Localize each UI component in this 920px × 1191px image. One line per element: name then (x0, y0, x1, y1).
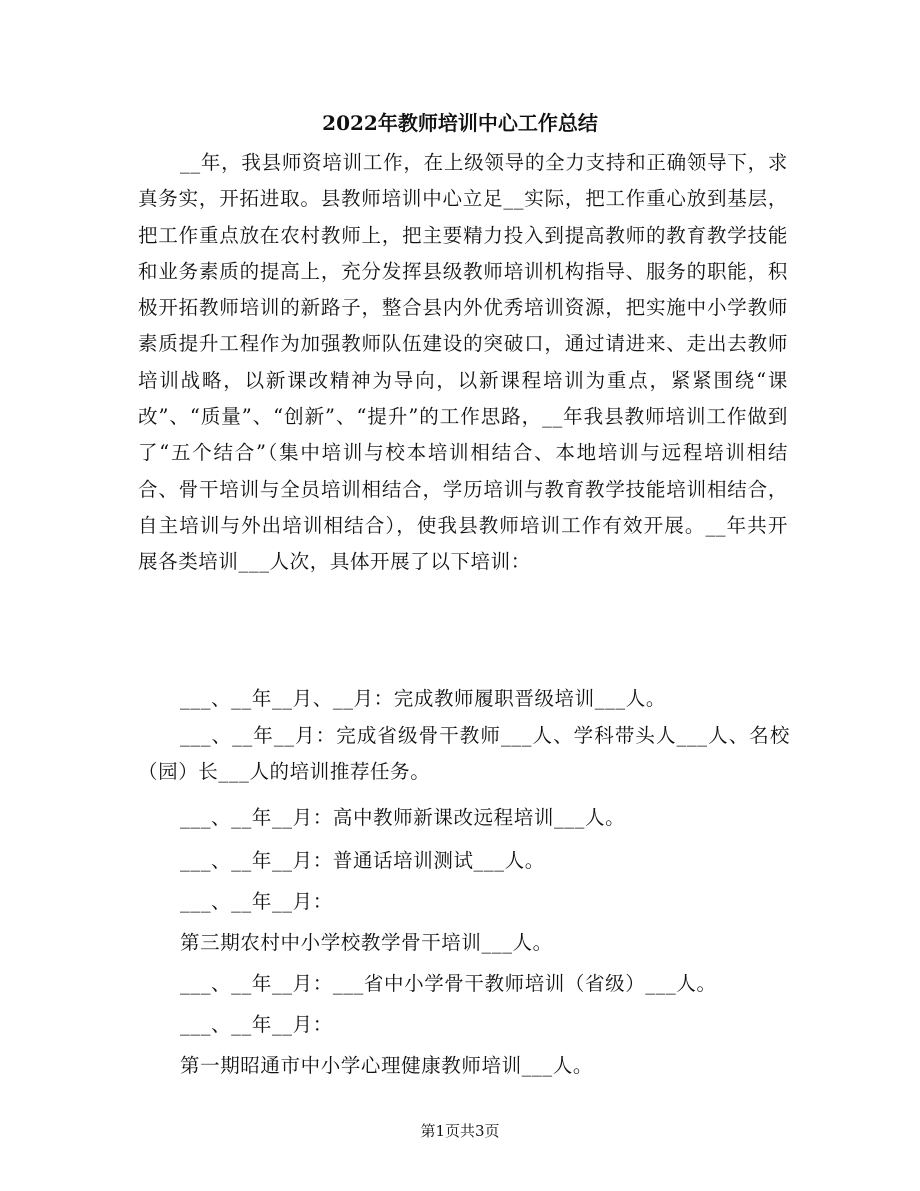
intro-paragraph: __年，我县师资培训工作，在上级领导的全力支持和正确领导下，求真务实，开拓进取。县教师培训中心立足__实际，把工作重心放到基层，把工作重点放在农村教师上，把主要精力投入到提高教师的教育教学技能和业务素质的提高上，充分发挥县级教师培训机构指导、服务的职能，积极开拓教师培训的新路子，整合县内外优秀培训资源，把实施中小学教师素质提升工程作为加强教师队伍建设的突破口，通过请进来、走出去教师培训战略，以新课改精神为导向，以新课程培训为重点，紧紧围绕“课改”、“质量”、“创新”、“提升”的工作思路，__年我县教师培训工作做到了“五个结合”（集中培训与校本培训相结合、本地培训与远程培训相结合、骨干培训与全员培训相结合，学历培训与教育教学技能培训相结合，自主培训与外出培训相结合），使我县教师培训工作有效开展。__年共开展各类培训___人次，具体开展了以下培训： (138, 151, 788, 574)
list-item: ___、__年__月：___省中小学骨干教师培训（省级）___人。 (180, 972, 717, 995)
list-item: ___、__年__月：普通话培训测试___人。 (180, 849, 545, 872)
list-item: ___、__年__月：完成省级骨干教师___人、学科带头人___人、名校（园）长___人的培训推荐任务。 (138, 724, 790, 784)
list-item: 第三期农村中小学校教学骨干培训___人。 (180, 931, 553, 954)
list-item: ___、__年__月：高中教师新课改远程培训___人。 (180, 806, 626, 829)
list-item: ___、__年__月、__月：完成教师履职晋级培训___人。 (180, 687, 666, 710)
list-item: ___、__年__月： (180, 1013, 333, 1036)
list-item: ___、__年__月： (180, 890, 333, 913)
page-indicator: 第1页共3页 (420, 1122, 500, 1140)
list-item: 第一期昭通市中小学心理健康教师培训___人。 (180, 1054, 593, 1077)
document-title: 2022年教师培训中心工作总结 (322, 111, 598, 135)
